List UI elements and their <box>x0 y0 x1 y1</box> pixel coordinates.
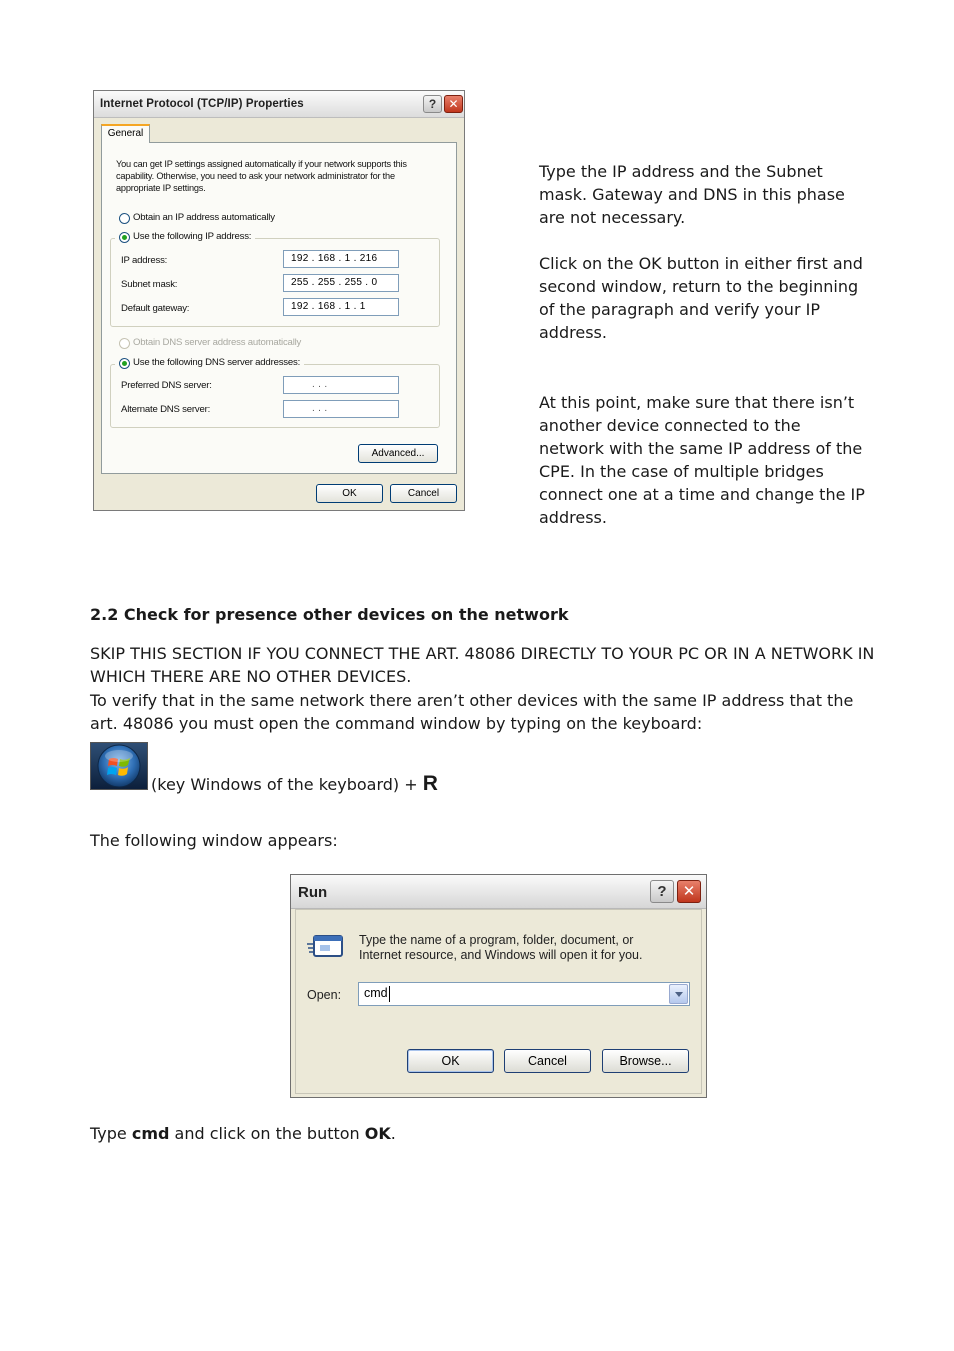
help-button[interactable] <box>423 95 442 113</box>
open-input-value[interactable]: cmd <box>364 986 388 1000</box>
open-label: Open: <box>307 988 342 1002</box>
use-following-ip-radio[interactable] <box>119 232 130 243</box>
close-icon: ✕ <box>448 97 459 111</box>
run-description: Type the name of a program, folder, document, or Internet resource, and Windows will open it for you. <box>359 933 643 962</box>
general-tab-panel <box>101 142 457 474</box>
run-title-bar <box>291 875 706 909</box>
intro-text: You can get IP settings assigned automatically if your network supports this capability. Otherwise, you need to ask your network administrator for the appropriate IP settings. <box>116 159 407 193</box>
use-following-ip-legend <box>115 228 255 244</box>
closing-pre: Type <box>90 1124 132 1143</box>
tcpip-properties-dialog <box>93 90 465 511</box>
windows-key-logo <box>90 742 148 790</box>
use-following-dns-radio[interactable] <box>119 358 130 369</box>
default-gateway-field[interactable]: 192 . 168 . 1 . 1 <box>283 298 399 316</box>
open-combobox[interactable] <box>358 982 690 1006</box>
subnet-mask-field[interactable]: 255 . 255 . 255 . 0 <box>283 274 399 292</box>
dns-server-group <box>110 364 440 428</box>
following-window-text: The following window appears: <box>90 831 338 850</box>
help-icon: ? <box>657 883 667 900</box>
run-dialog-title: Run <box>298 884 328 901</box>
run-help-button[interactable] <box>650 880 674 903</box>
use-following-ip-label: Use the following IP address: <box>133 231 252 242</box>
chevron-down-icon[interactable] <box>669 984 688 1004</box>
key-combination-text <box>151 772 438 796</box>
closing-instruction <box>90 1122 396 1145</box>
subnet-mask-label: Subnet mask: <box>121 279 178 290</box>
run-close-button[interactable] <box>677 880 701 903</box>
tab-general[interactable]: General <box>101 124 150 143</box>
help-icon: ? <box>428 97 437 111</box>
ip-address-field[interactable]: 192 . 168 . 1 . 216 <box>283 250 399 268</box>
run-cancel-button[interactable]: Cancel <box>504 1049 591 1073</box>
obtain-ip-auto-radio[interactable] <box>119 213 130 224</box>
instruction-paragraph-1: Type the IP address and the Subnet mask. Gateway and DNS in this phase are not necessary. <box>539 162 845 227</box>
key-letter: R <box>422 772 438 795</box>
instruction-paragraph-3: At this point, make sure that there isn’t another device connected to the network with the same IP address of the CPE. In the case of multiple bridges connect one at a time and change the IP address. <box>539 393 865 527</box>
ok-button[interactable]: OK <box>316 484 383 503</box>
verify-instructions: To verify that in the same network there aren’t other devices with the same IP address that the art. 48086 you must open the command window by typing on the keyboard: <box>90 691 854 733</box>
alternate-dns-field[interactable]: . . . <box>283 400 399 418</box>
preferred-dns-label: Preferred DNS server: <box>121 380 212 391</box>
obtain-dns-auto-label: Obtain DNS server address automatically <box>133 337 302 348</box>
run-program-icon <box>306 932 346 962</box>
closing-post: . <box>390 1124 396 1143</box>
run-ok-button[interactable]: OK <box>407 1049 494 1073</box>
default-gateway-label: Default gateway: <box>121 303 190 314</box>
closing-mid: and click on the button <box>169 1124 365 1143</box>
advanced-button[interactable]: Advanced... <box>358 444 438 463</box>
use-following-dns-label: Use the following DNS server addresses: <box>133 357 301 368</box>
windows-logo-icon <box>91 743 147 789</box>
dialog-title: Internet Protocol (TCP/IP) Properties <box>100 98 304 110</box>
run-browse-button[interactable]: Browse... <box>602 1049 689 1073</box>
run-dialog <box>290 874 707 1098</box>
text-caret <box>389 986 390 1002</box>
dialog-title-bar <box>94 91 464 118</box>
obtain-ip-auto-label: Obtain an IP address automatically <box>133 212 275 223</box>
skip-warning: SKIP THIS SECTION IF YOU CONNECT THE ART. 48086 DIRECTLY TO YOUR PC OR IN A NETWORK IN WHICH THERE ARE NO OTHER DEVICES. <box>90 644 875 686</box>
close-button[interactable] <box>444 95 463 113</box>
obtain-dns-auto-radio[interactable] <box>119 338 130 349</box>
close-icon: ✕ <box>682 883 696 900</box>
closing-cmd: cmd <box>131 1124 170 1143</box>
cancel-button[interactable]: Cancel <box>390 484 457 503</box>
preferred-dns-field[interactable]: . . . <box>283 376 399 394</box>
section-heading: 2.2 Check for presence other devices on the network <box>90 605 569 624</box>
alternate-dns-label: Alternate DNS server: <box>121 404 211 415</box>
key-description: (key Windows of the keyboard) + <box>151 775 423 794</box>
instruction-paragraph-2: Click on the OK button in either first and second window, return to the beginning of the paragraph and verify your IP address. <box>539 254 863 342</box>
closing-ok: OK <box>364 1124 391 1143</box>
use-following-dns-legend <box>115 354 304 370</box>
ip-address-label: IP address: <box>121 255 168 266</box>
